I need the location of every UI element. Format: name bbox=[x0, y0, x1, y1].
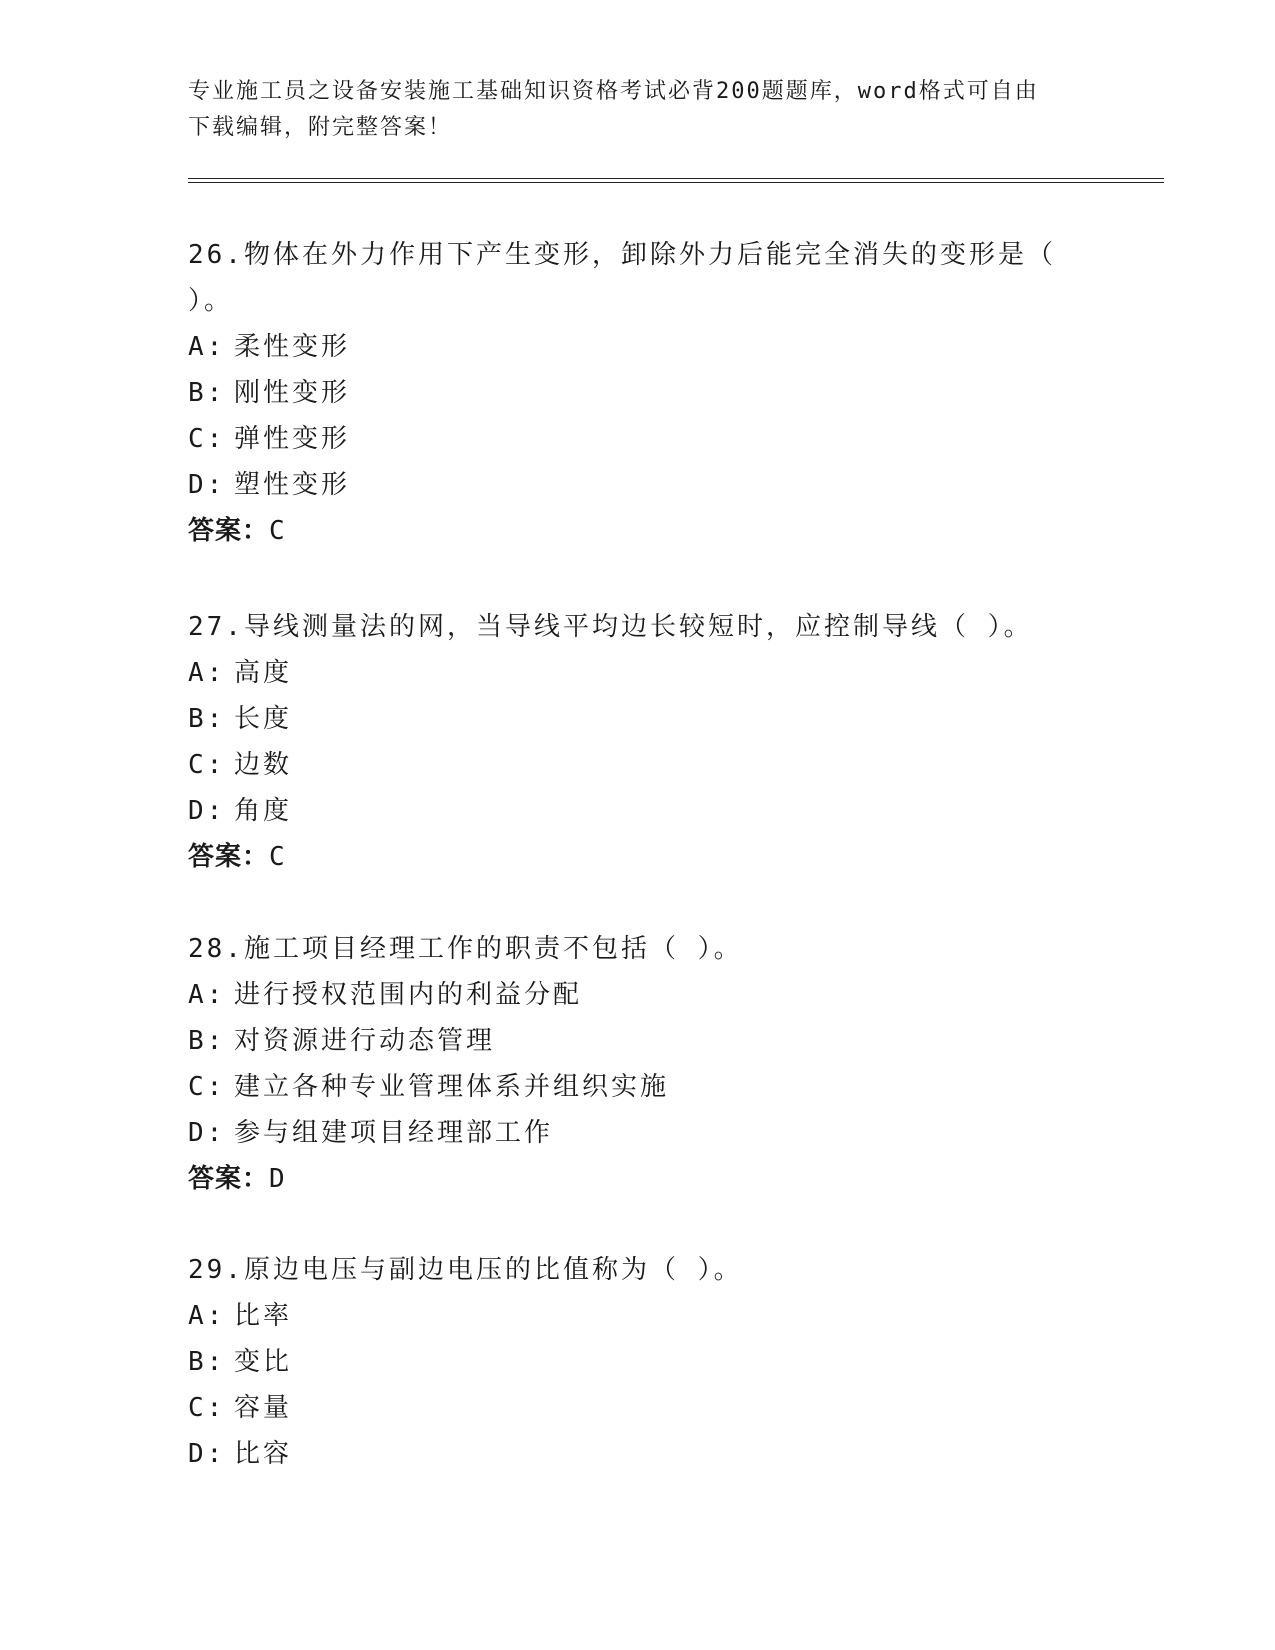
option-letter: C: bbox=[188, 1072, 226, 1102]
option-letter: D: bbox=[188, 1439, 226, 1469]
option-text: 边数 bbox=[234, 750, 293, 780]
option-letter: A: bbox=[188, 1301, 226, 1331]
header-rule-bottom bbox=[188, 182, 1164, 183]
option-letter: B: bbox=[188, 1347, 226, 1377]
option-letter: D: bbox=[188, 796, 226, 826]
answer-label: 答案： bbox=[188, 516, 270, 546]
option-a bbox=[188, 1293, 1068, 1339]
option-text: 塑性变形 bbox=[234, 470, 351, 500]
option-text: 比率 bbox=[234, 1301, 293, 1331]
header-rule-top bbox=[188, 178, 1164, 179]
option-letter: C: bbox=[188, 424, 226, 454]
answer-value: C bbox=[269, 842, 286, 872]
question-stem: 27.导线测量法的网，当导线平均边长较短时，应控制导线（ ）。 bbox=[188, 612, 1033, 642]
option-c bbox=[188, 416, 1068, 462]
answer-label: 答案： bbox=[188, 1164, 270, 1194]
option-d bbox=[188, 1431, 1068, 1477]
option-letter: B: bbox=[188, 1026, 226, 1056]
option-a bbox=[188, 972, 1068, 1018]
question-stem: 28.施工项目经理工作的职责不包括（ ）。 bbox=[188, 934, 743, 964]
option-b bbox=[188, 370, 1068, 416]
option-a bbox=[188, 650, 1068, 696]
option-text: 参与组建项目经理部工作 bbox=[234, 1118, 554, 1148]
question-26 bbox=[188, 232, 1068, 554]
question-29 bbox=[188, 1247, 1068, 1477]
option-letter: A: bbox=[188, 980, 226, 1010]
option-d bbox=[188, 462, 1068, 508]
header-line-1: 专业施工员之设备安装施工基础知识资格考试必背200题题库，word格式可自由 bbox=[188, 79, 1039, 104]
option-letter: D: bbox=[188, 1118, 226, 1148]
option-c bbox=[188, 1064, 1068, 1110]
option-letter: A: bbox=[188, 332, 226, 362]
option-d bbox=[188, 788, 1068, 834]
option-text: 建立各种专业管理体系并组织实施 bbox=[234, 1072, 670, 1102]
question-27 bbox=[188, 604, 1068, 880]
option-text: 高度 bbox=[234, 658, 293, 688]
option-text: 角度 bbox=[234, 796, 293, 826]
question-stem-line-1: 26.物体在外力作用下产生变形，卸除外力后能完全消失的变形是（ bbox=[188, 240, 1056, 270]
answer-line bbox=[188, 834, 1068, 880]
answer-label: 答案： bbox=[188, 842, 270, 872]
answer-line bbox=[188, 508, 1068, 554]
option-text: 刚性变形 bbox=[234, 378, 351, 408]
question-stem: 29.原边电压与副边电压的比值称为（ ）。 bbox=[188, 1255, 743, 1285]
document-header bbox=[188, 74, 1088, 146]
option-letter: B: bbox=[188, 704, 226, 734]
option-letter: D: bbox=[188, 470, 226, 500]
option-text: 长度 bbox=[234, 704, 293, 734]
option-text: 对资源进行动态管理 bbox=[234, 1026, 496, 1056]
option-text: 容量 bbox=[234, 1393, 293, 1423]
option-b bbox=[188, 696, 1068, 742]
answer-value: C bbox=[269, 516, 286, 546]
option-text: 柔性变形 bbox=[234, 332, 351, 362]
option-b bbox=[188, 1339, 1068, 1385]
option-text: 进行授权范围内的利益分配 bbox=[234, 980, 583, 1010]
option-text: 比容 bbox=[234, 1439, 293, 1469]
option-d bbox=[188, 1110, 1068, 1156]
option-a bbox=[188, 324, 1068, 370]
option-text: 弹性变形 bbox=[234, 424, 351, 454]
option-letter: B: bbox=[188, 378, 226, 408]
option-letter: A: bbox=[188, 658, 226, 688]
option-c bbox=[188, 742, 1068, 788]
option-letter: C: bbox=[188, 1393, 226, 1423]
header-line-2: 下载编辑，附完整答案！ bbox=[188, 115, 453, 140]
question-28 bbox=[188, 926, 1068, 1202]
answer-line bbox=[188, 1156, 1068, 1202]
option-b bbox=[188, 1018, 1068, 1064]
option-letter: C: bbox=[188, 750, 226, 780]
option-text: 变比 bbox=[234, 1347, 293, 1377]
question-stem-line-2: ）。 bbox=[188, 286, 234, 316]
answer-value: D bbox=[269, 1164, 286, 1194]
option-c bbox=[188, 1385, 1068, 1431]
